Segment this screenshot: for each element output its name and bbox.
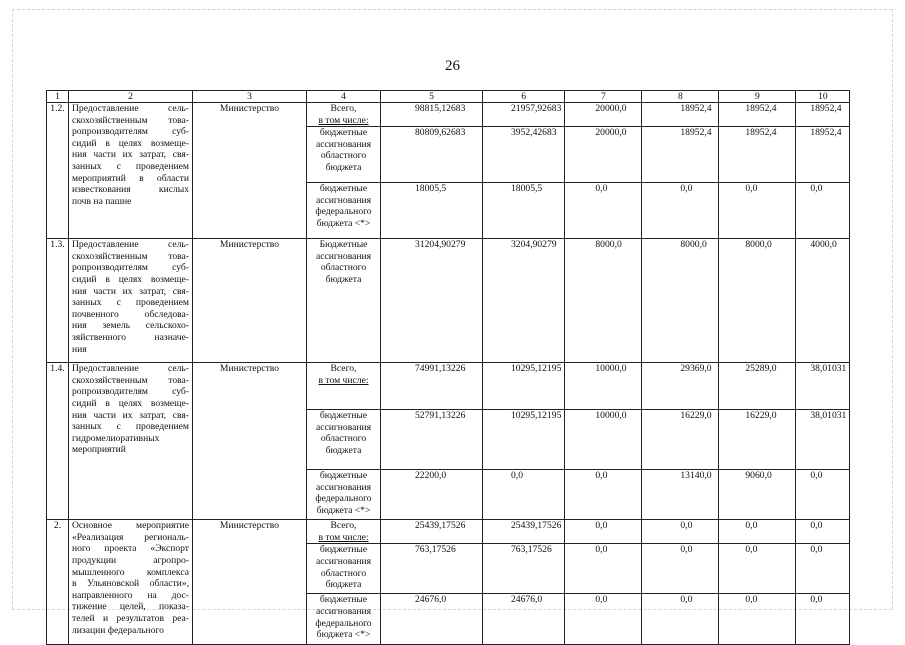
funding-source — [307, 410, 381, 470]
description-line: в Ульяновской области», — [72, 578, 189, 590]
description-line: скохозяйственным това- — [72, 374, 189, 386]
responsible-executor: Министерство — [193, 103, 307, 239]
funding-source-line: областного — [320, 150, 367, 162]
description-line: известкования кислых — [72, 184, 189, 196]
amount-col-7: 0,0 — [565, 544, 642, 594]
description-line: ния земель сельскохо- — [72, 320, 189, 332]
funding-source-line: федерального — [315, 617, 372, 629]
amount-col-9: 8000,0 — [719, 239, 796, 363]
amount-col-8: 0,0 — [642, 520, 719, 544]
description-line: телей и результатов реа- — [72, 612, 189, 624]
funding-source — [307, 239, 381, 363]
description-line: ропроизводителям суб- — [72, 386, 189, 398]
amount-col-10: 18952,4 — [796, 103, 850, 127]
amount-col-10: 0,0 — [796, 183, 850, 239]
header-cell-5: 5 — [381, 91, 483, 103]
funding-source-line: Всего, — [330, 363, 357, 375]
description-line: зяйственного назначе- — [72, 331, 189, 343]
amount-col-10: 18952,4 — [796, 127, 850, 183]
funding-source-line: областного — [320, 433, 367, 445]
funding-source-line: бюджета — [325, 444, 362, 456]
description-line: сидий в целях возмеще- — [72, 273, 189, 285]
amount-col-8: 0,0 — [642, 183, 719, 239]
funding-source-line: ассигнования — [315, 555, 372, 567]
table-row — [47, 520, 850, 544]
sheet-border-left — [12, 9, 13, 609]
amount-col-9: 18952,4 — [719, 127, 796, 183]
description-line: ропроизводителям суб- — [72, 262, 189, 274]
page-number: 26 — [445, 58, 460, 74]
amount-col-9: 16229,0 — [719, 410, 796, 470]
header-cell-7: 7 — [565, 91, 642, 103]
sheet-border-right — [892, 9, 893, 609]
description-line: «Реализация региональ- — [72, 531, 189, 543]
description-line: ния — [72, 343, 87, 355]
amount-col-7: 0,0 — [565, 594, 642, 645]
funding-source — [307, 520, 381, 544]
funding-source-line: областного — [320, 567, 367, 579]
amount-col-9: 9060,0 — [719, 470, 796, 520]
amount-col-6: 0,0 — [483, 470, 565, 520]
description-line: лизации федерального — [72, 624, 164, 636]
funding-source — [307, 470, 381, 520]
amount-col-5: 80809,62683 — [381, 127, 483, 183]
amount-col-7: 20000,0 — [565, 127, 642, 183]
funding-source-line: ассигнования — [315, 138, 372, 150]
amount-col-6: 25439,17526 — [483, 520, 565, 544]
description-line: Предоставление сель- — [72, 363, 189, 375]
funding-source-line: бюджета — [325, 273, 362, 285]
funding-source-line: ассигнования — [315, 250, 372, 262]
description-line: почвенного обследова- — [72, 308, 189, 320]
activity-description — [69, 520, 193, 645]
amount-col-10: 4000,0 — [796, 239, 850, 363]
amount-col-10: 38,01031 — [796, 363, 850, 410]
amount-col-9: 0,0 — [719, 544, 796, 594]
amount-col-5: 763,17526 — [381, 544, 483, 594]
amount-col-5: 25439,17526 — [381, 520, 483, 544]
table-header-row — [47, 91, 850, 103]
amount-col-5: 22200,0 — [381, 470, 483, 520]
funding-source-line: бюджета <*> — [316, 629, 371, 641]
activity-description — [69, 103, 193, 239]
activity-description — [69, 239, 193, 363]
table-row — [47, 239, 850, 363]
description-line: ния части их затрат, свя- — [72, 149, 189, 161]
amount-col-5: 18005,5 — [381, 183, 483, 239]
amount-col-6: 18005,5 — [483, 183, 565, 239]
funding-source-line: областного — [320, 262, 367, 274]
amount-col-8: 16229,0 — [642, 410, 719, 470]
header-cell-10: 10 — [796, 91, 850, 103]
activity-description — [69, 363, 193, 520]
description-line: занных с проведением — [72, 421, 189, 433]
header-cell-1: 1 — [47, 91, 69, 103]
amount-col-10: 38,01031 — [796, 410, 850, 470]
header-cell-2: 2 — [69, 91, 193, 103]
amount-col-10: 0,0 — [796, 544, 850, 594]
amount-col-8: 0,0 — [642, 594, 719, 645]
description-line: Предоставление сель- — [72, 239, 189, 251]
amount-col-6: 10295,12195 — [483, 363, 565, 410]
funding-source-line: бюджета — [325, 579, 362, 591]
amount-col-9: 18952,4 — [719, 103, 796, 127]
description-line: ния части их затрат, свя- — [72, 409, 189, 421]
amount-col-9: 0,0 — [719, 594, 796, 645]
description-line: ния части их затрат, свя- — [72, 285, 189, 297]
table-row — [47, 363, 850, 410]
amount-col-8: 18952,4 — [642, 103, 719, 127]
amount-col-7: 10000,0 — [565, 410, 642, 470]
funding-source-line: федерального — [315, 493, 372, 505]
amount-col-5: 74991,13226 — [381, 363, 483, 410]
description-line: скохозяйственным това- — [72, 250, 189, 262]
amount-col-5: 24676,0 — [381, 594, 483, 645]
amount-col-5: 31204,90279 — [381, 239, 483, 363]
funding-source-line: в том числе: — [318, 114, 369, 126]
funding-source-line: бюджетные — [319, 470, 368, 482]
responsible-executor: Министерство — [193, 239, 307, 363]
amount-col-10: 0,0 — [796, 594, 850, 645]
description-line: мероприятий в области — [72, 172, 189, 184]
funding-source — [307, 103, 381, 127]
amount-col-6: 24676,0 — [483, 594, 565, 645]
funding-source-line: федерального — [315, 206, 372, 218]
funding-source — [307, 127, 381, 183]
amount-col-9: 0,0 — [719, 520, 796, 544]
amount-col-7: 10000,0 — [565, 363, 642, 410]
funding-source-line: ассигнования — [315, 605, 372, 617]
description-line: ропроизводителям суб- — [72, 126, 189, 138]
funding-source — [307, 544, 381, 594]
amount-col-7: 20000,0 — [565, 103, 642, 127]
amount-col-6: 763,17526 — [483, 544, 565, 594]
funding-source-line: Всего, — [330, 103, 357, 114]
funding-source-line: ассигнования — [315, 194, 372, 206]
funding-source-line: ассигнования — [315, 421, 372, 433]
sheet-border-top — [12, 9, 892, 10]
funding-source-line: бюджета <*> — [316, 217, 371, 229]
description-line: тижение целей, показа- — [72, 601, 189, 613]
description-line: продукции агропро- — [72, 554, 189, 566]
description-line: мероприятий — [72, 444, 126, 456]
responsible-executor: Министерство — [193, 363, 307, 520]
funding-source-line: Всего, — [330, 520, 357, 532]
description-line: сидий в целях возмеще- — [72, 137, 189, 149]
amount-col-7: 0,0 — [565, 470, 642, 520]
funding-source-line: бюджетные — [319, 410, 368, 422]
funding-source-line: бюджетные — [319, 127, 368, 139]
funding-source-line: бюджета — [325, 161, 362, 173]
funding-source — [307, 363, 381, 410]
amount-col-7: 0,0 — [565, 520, 642, 544]
amount-col-8: 8000,0 — [642, 239, 719, 363]
amount-col-8: 0,0 — [642, 544, 719, 594]
amount-col-6: 3952,42683 — [483, 127, 565, 183]
amount-col-10: 0,0 — [796, 470, 850, 520]
funding-source-line: в том числе: — [318, 374, 369, 386]
funding-source-line: в том числе: — [318, 531, 369, 543]
table-row — [47, 103, 850, 127]
header-cell-6: 6 — [483, 91, 565, 103]
amount-col-7: 0,0 — [565, 183, 642, 239]
header-cell-9: 9 — [719, 91, 796, 103]
row-number: 1.3. — [47, 239, 69, 363]
description-line: мышленного комплекса — [72, 566, 189, 578]
amount-col-8: 29369,0 — [642, 363, 719, 410]
description-line: Основное мероприятие — [72, 520, 189, 532]
funding-source-line: ассигнования — [315, 481, 372, 493]
description-line: сидий в целях возмеще- — [72, 397, 189, 409]
header-cell-3: 3 — [193, 91, 307, 103]
amount-col-5: 52791,13226 — [381, 410, 483, 470]
description-line: ного проекта «Экспорт — [72, 543, 189, 555]
row-number: 1.2. — [47, 103, 69, 239]
amount-col-6: 10295,12195 — [483, 410, 565, 470]
budget-table — [46, 90, 850, 645]
funding-source-line: Бюджетные — [319, 239, 368, 251]
funding-source — [307, 183, 381, 239]
row-number: 2. — [47, 520, 69, 645]
description-line: Предоставление сель- — [72, 103, 189, 114]
funding-source-line: бюджетные — [319, 544, 368, 556]
header-cell-8: 8 — [642, 91, 719, 103]
funding-source-line: бюджета <*> — [316, 504, 371, 516]
responsible-executor: Министерство — [193, 520, 307, 645]
amount-col-6: 21957,92683 — [483, 103, 565, 127]
description-line: занных с проведением — [72, 160, 189, 172]
funding-source — [307, 594, 381, 645]
header-cell-4: 4 — [307, 91, 381, 103]
amount-col-7: 8000,0 — [565, 239, 642, 363]
row-number: 1.4. — [47, 363, 69, 520]
amount-col-9: 0,0 — [719, 183, 796, 239]
description-line: гидромелиоративных — [72, 432, 160, 444]
amount-col-5: 98815,12683 — [381, 103, 483, 127]
funding-source-line: бюджетные — [319, 594, 368, 606]
amount-col-6: 3204,90279 — [483, 239, 565, 363]
description-line: направленного на дос- — [72, 589, 189, 601]
amount-col-9: 25289,0 — [719, 363, 796, 410]
description-line: занных с проведением — [72, 297, 189, 309]
description-line: скохозяйственным това- — [72, 114, 189, 126]
amount-col-10: 0,0 — [796, 520, 850, 544]
description-line: почв на пашне — [72, 195, 132, 207]
amount-col-8: 13140,0 — [642, 470, 719, 520]
amount-col-8: 18952,4 — [642, 127, 719, 183]
funding-source-line: бюджетные — [319, 183, 368, 195]
